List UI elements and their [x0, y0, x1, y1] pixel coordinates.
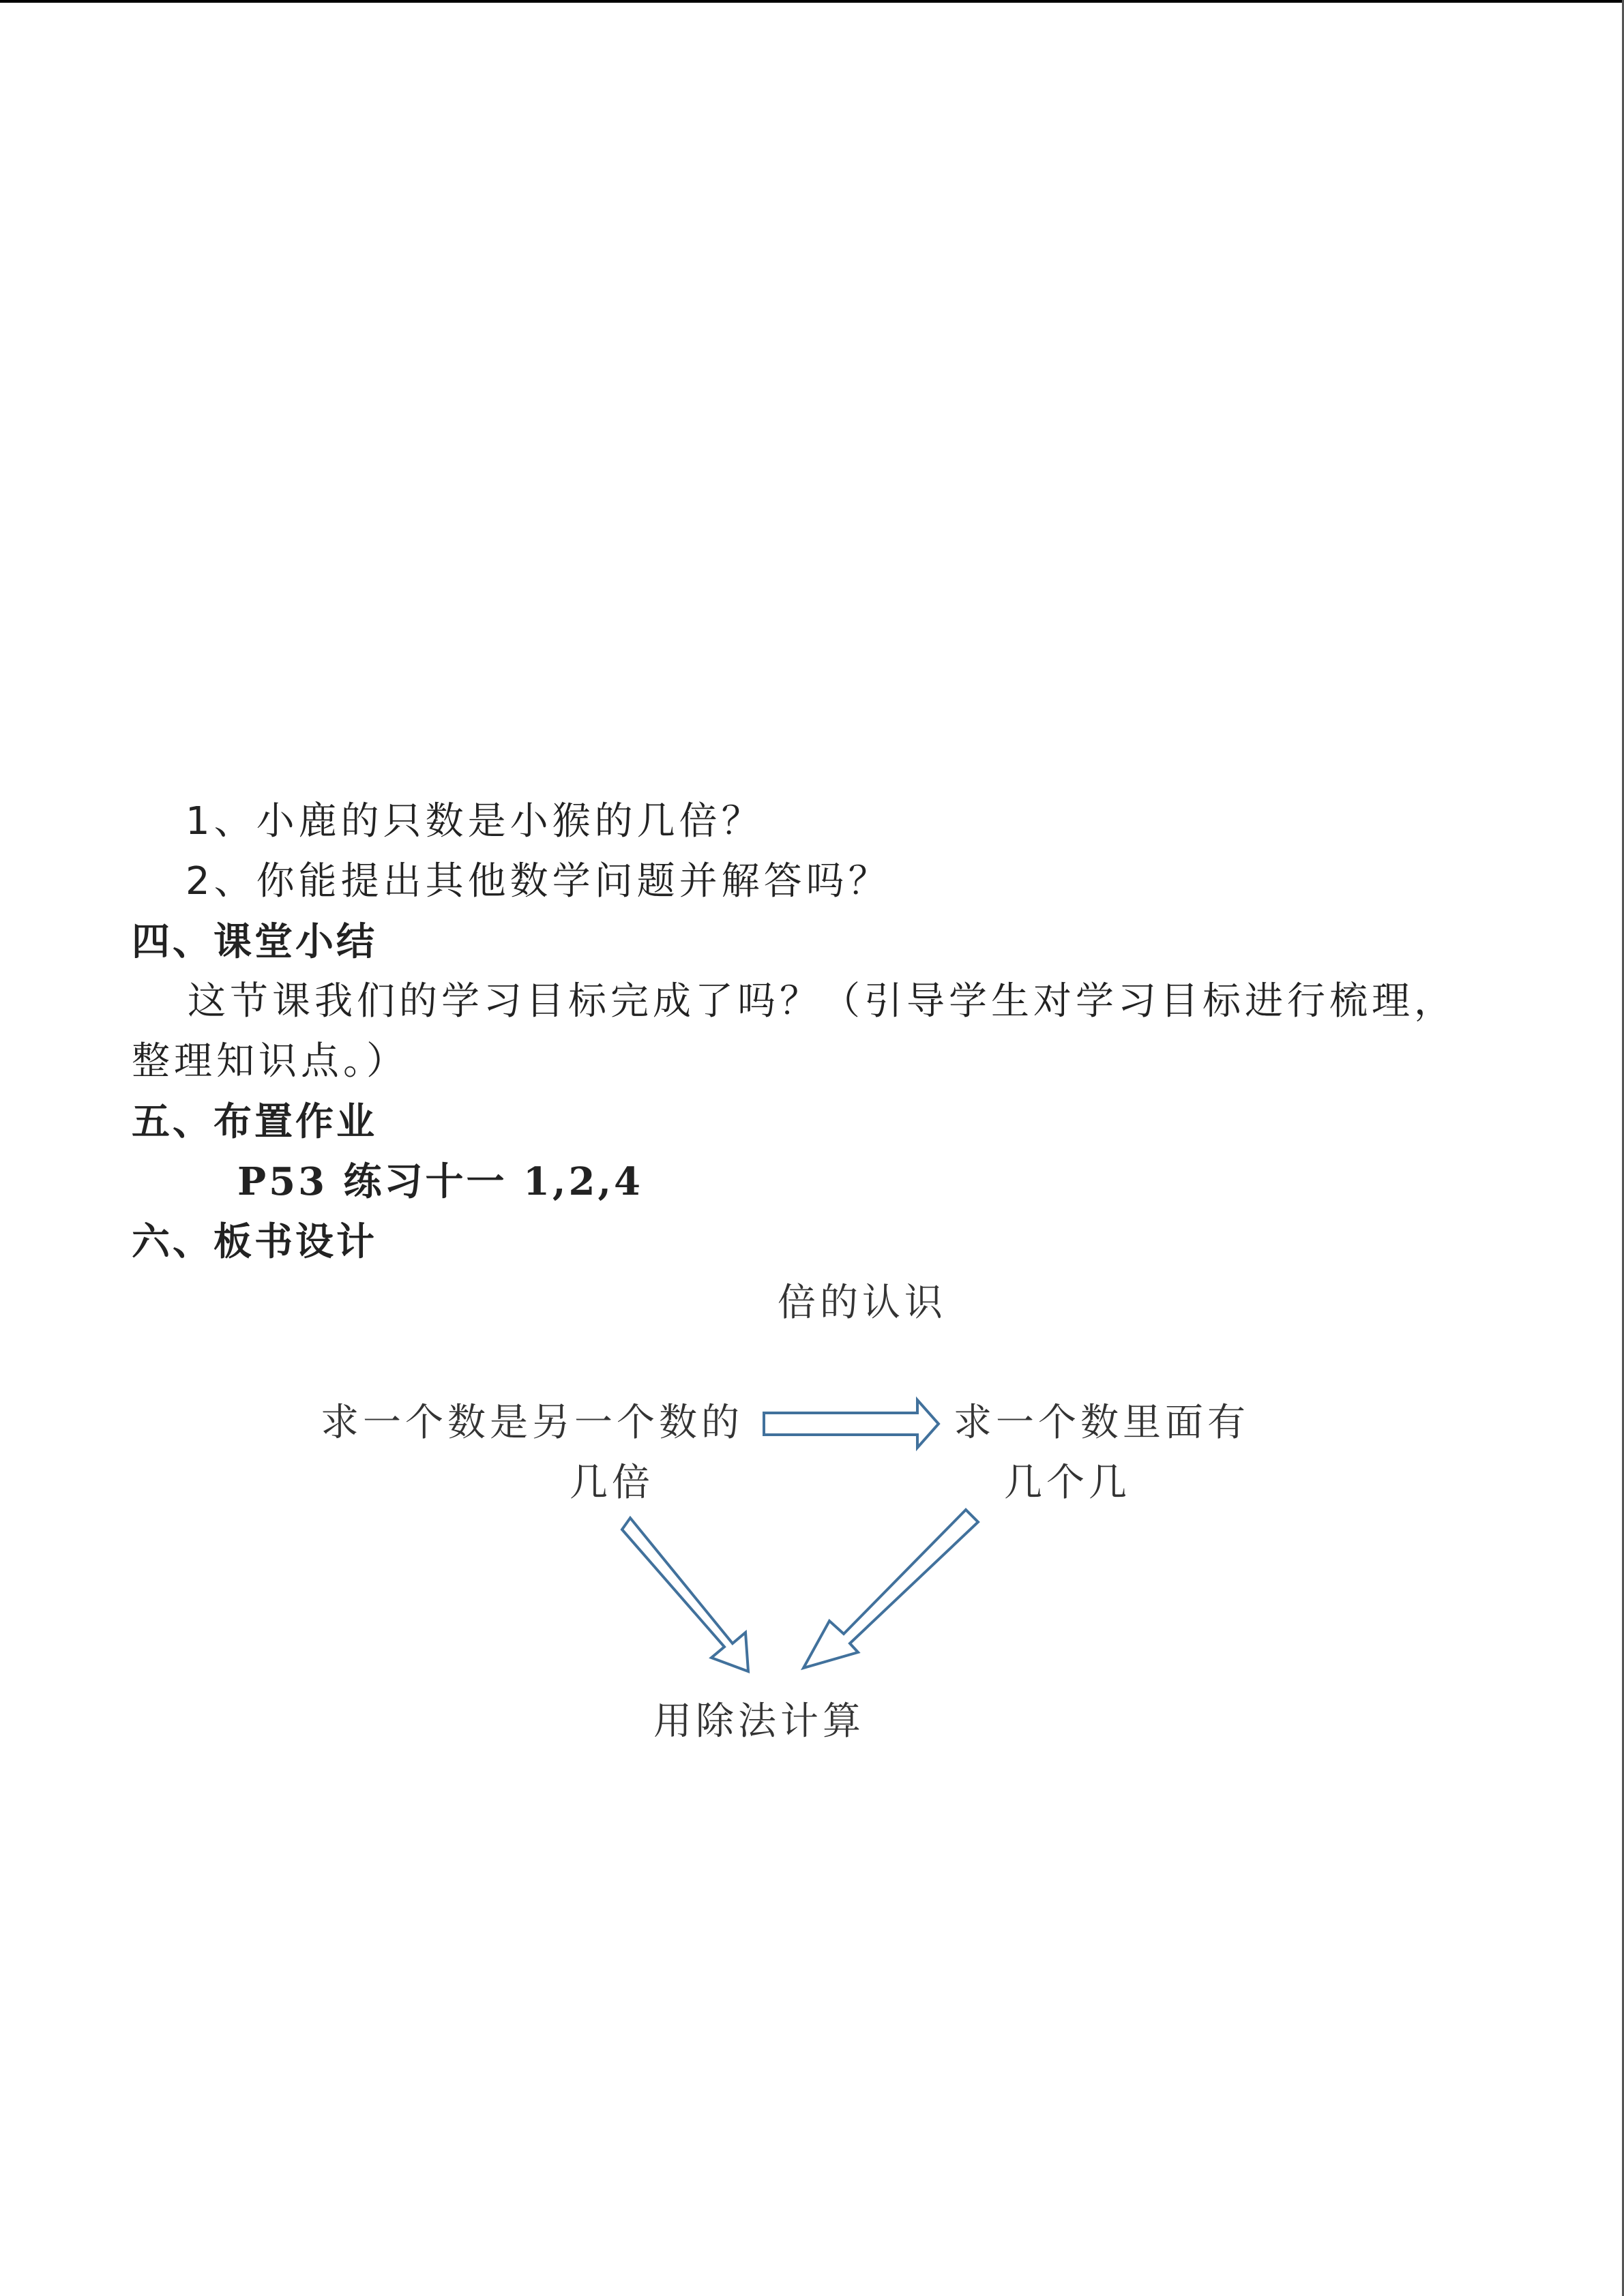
question-2-text: 、你能提出其他数学问题并解答吗？: [213, 859, 891, 904]
homework-assignment: P53 练习十一 1,2,4: [237, 1159, 643, 1204]
question-1-number: 1: [186, 799, 214, 844]
section-4-body-line-2: 整理知识点。）: [132, 1039, 409, 1084]
question-1-text: 、小鹿的只数是小猴的几倍？: [213, 799, 764, 844]
board-left-line-2: 几倍: [570, 1461, 654, 1505]
board-right-line-2: 几个几: [1004, 1461, 1131, 1505]
section-4-heading: 四、课堂小结: [132, 919, 377, 964]
down-right-arrow-icon: [622, 1518, 748, 1671]
section-6-heading: 六、板书设计: [132, 1219, 377, 1264]
question-2-number: 2: [186, 859, 214, 904]
section-5-heading: 五、布置作业: [132, 1099, 377, 1144]
board-bottom: 用除法计算: [653, 1699, 865, 1744]
board-left-line-1: 求一个数是另一个数的: [321, 1401, 743, 1445]
down-left-arrow-icon: [803, 1510, 978, 1668]
section-4-body-line-1: 这节课我们的学习目标完成了吗？（引导学生对学习目标进行梳理，: [188, 979, 1456, 1024]
right-arrow-icon: [764, 1400, 939, 1448]
board-title: 倍的认识: [778, 1281, 947, 1325]
board-right-line-1: 求一个数里面有: [954, 1401, 1250, 1445]
